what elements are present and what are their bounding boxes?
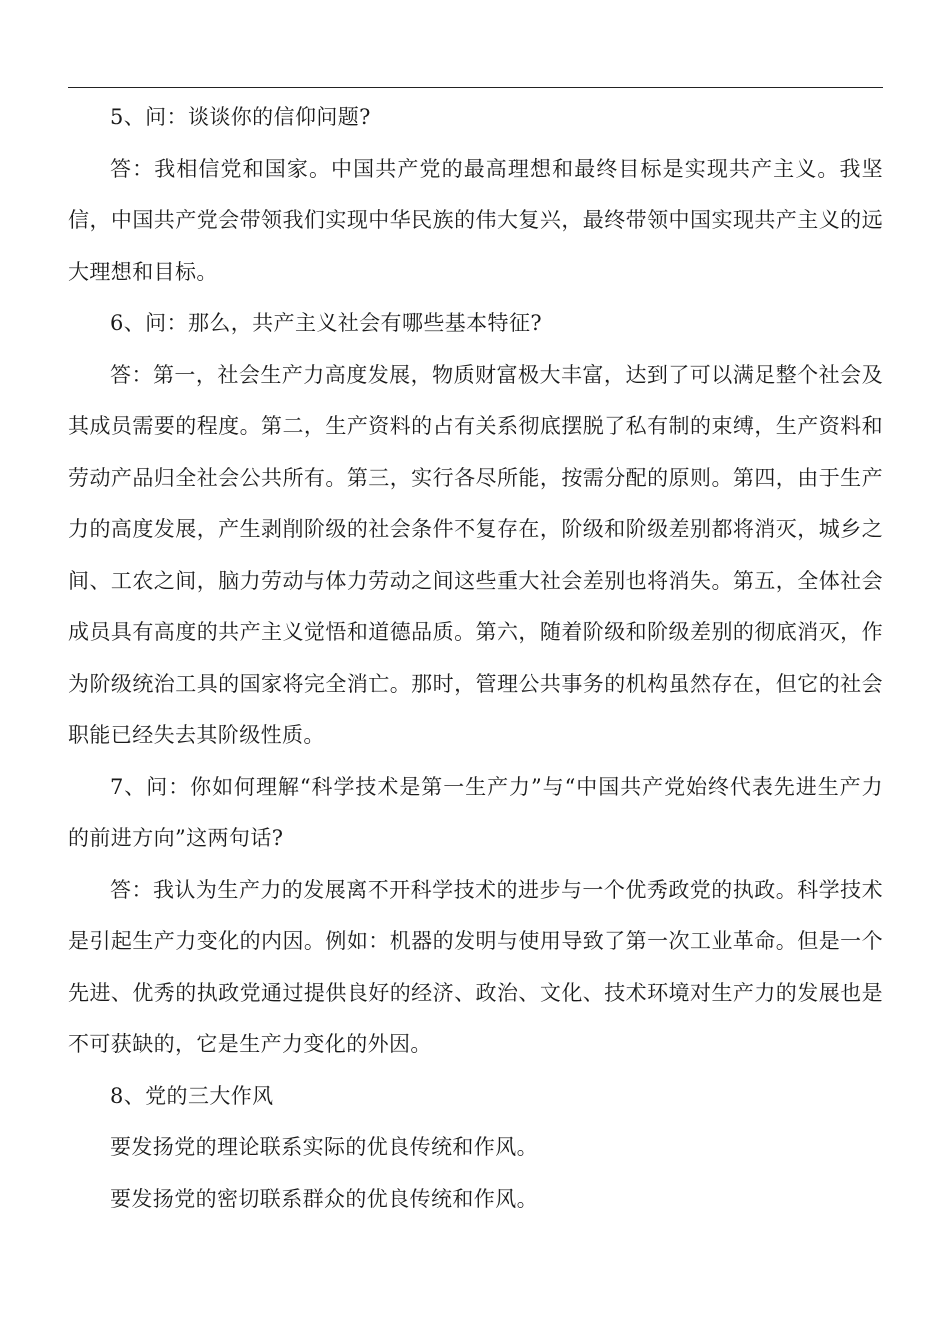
question-5: 5、问：谈谈你的信仰问题? — [110, 105, 371, 129]
answer-7: 答：我认为生产力的发展离不开科学技术的进步与一个优秀政党的执政。科学技术是引起生产力变化的内因。例如：机器的发明与使用导致了第一次工业革命。但是一个先进、优秀的执政党通过提供良好的经济、政治、文化、技术环境对生产力的发展也是不可获缺的，它是生产力变化的外因。 — [68, 877, 883, 1056]
header-divider — [68, 87, 883, 88]
heading-8: 8、党的三大作风 — [110, 1083, 274, 1108]
question-6: 6、问：那么，共产主义社会有哪些基本特征? — [110, 311, 543, 335]
document-body — [68, 92, 883, 1225]
style-item-1: 要发扬党的理论联系实际的优良传统和作风。 — [110, 1135, 538, 1159]
question-7: 7、问：你如何理解“科学技术是第一生产力”与“中国共产党始终代表先进生产力的前进方向”这两句话? — [68, 774, 883, 850]
style-item-2: 要发扬党的密切联系群众的优良传统和作风。 — [110, 1186, 538, 1211]
answer-6: 答：第一，社会生产力高度发展，物质财富极大丰富，达到了可以满足整个社会及其成员需要的程度。第二，生产资料的占有关系彻底摆脱了私有制的束缚，生产资料和劳动产品归全社会公共所有。第三，实行各尽所能，按需分配的原则。第四，由于生产力的高度发展，产生剥削阶级的社会条件不复存在，阶级和阶级差别都将消灭，城乡之间、工农之间，脑力劳动与体力劳动之间这些重大社会差别也将消失。第五，全体社会成员具有高度的共产主义觉悟和道德品质。第六，随着阶级和阶级差别的彻底消灭，作为阶级统治工具的国家将完全消亡。那时，管理公共事务的机构虽然存在，但它的社会职能已经失去其阶级性质。 — [68, 362, 883, 747]
answer-5: 答：我相信党和国家。中国共产党的最高理想和最终目标是实现共产主义。我坚信，中国共产党会带领我们实现中华民族的伟大复兴，最终带领中国实现共产主义的远大理想和目标。 — [68, 156, 883, 284]
